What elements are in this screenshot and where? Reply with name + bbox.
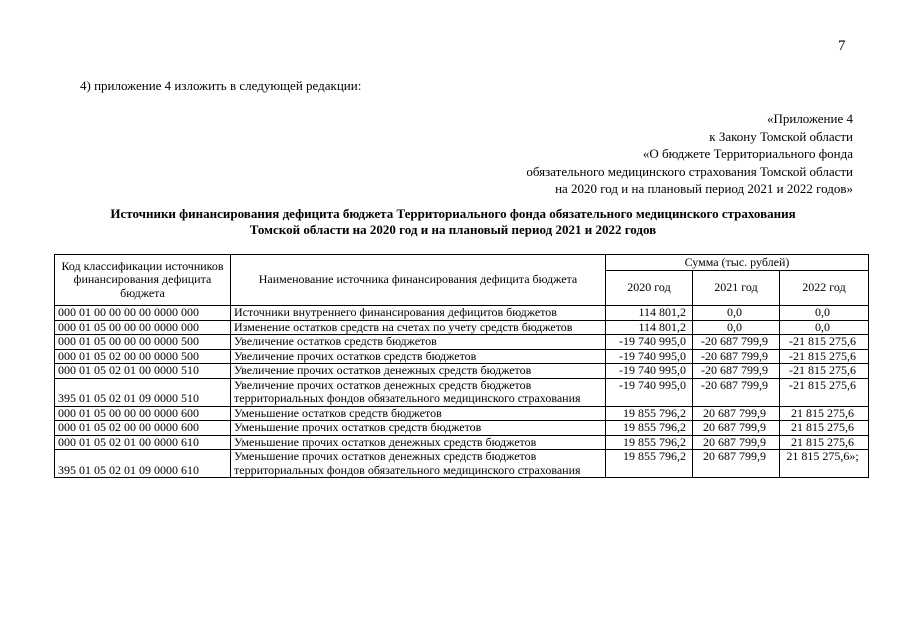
row-value-2020: 19 855 796,2	[606, 421, 693, 436]
row-code: 000 01 00 00 00 00 0000 000	[55, 306, 231, 321]
row-value-2021: -20 687 799,9	[693, 349, 780, 364]
header-year-2020: 2020 год	[606, 271, 693, 306]
row-value-2020: 114 801,2	[606, 306, 693, 321]
appendix-line: на 2020 год и на плановый период 2021 и 2022 годов»	[555, 181, 853, 196]
header-year-2021: 2021 год	[693, 271, 780, 306]
row-value-2022: -21 815 275,6	[780, 378, 869, 406]
appendix-line: «О бюджете Территориального фонда	[642, 146, 853, 161]
row-name: Источники внутреннего финансирования дефицитов бюджетов	[231, 306, 606, 321]
table-row	[55, 306, 869, 321]
row-name: Увеличение прочих остатков средств бюджетов	[231, 349, 606, 364]
row-value-2022: -21 815 275,6	[780, 335, 869, 350]
table-row	[55, 406, 869, 421]
row-code: 000 01 05 00 00 00 0000 600	[55, 406, 231, 421]
row-value-2020: 19 855 796,2	[606, 450, 693, 478]
row-name: Уменьшение прочих остатков денежных средств бюджетов	[231, 435, 606, 450]
row-code: 000 01 05 02 00 00 0000 500	[55, 349, 231, 364]
financing-sources-table	[54, 254, 869, 478]
row-value-2022: 0,0	[780, 306, 869, 321]
row-name: Увеличение прочих остатков денежных средств бюджетов территориальных фондов обязательного медицинского страхования	[231, 378, 606, 406]
appendix-line: «Приложение 4	[766, 111, 853, 126]
row-value-2022: 21 815 275,6	[780, 421, 869, 436]
page-number: 7	[838, 38, 846, 54]
table-body	[55, 306, 869, 478]
table-row	[55, 320, 869, 335]
row-name: Уменьшение прочих остатков денежных средств бюджетов территориальных фондов обязательного медицинского страхования	[231, 450, 606, 478]
row-value-2020: -19 740 995,0	[606, 335, 693, 350]
row-value-2021: 20 687 799,9	[693, 435, 780, 450]
row-code: 395 01 05 02 01 09 0000 610	[55, 450, 231, 478]
row-value-2020: -19 740 995,0	[606, 364, 693, 379]
row-value-2021: 20 687 799,9	[693, 450, 780, 478]
row-code: 000 01 05 02 00 00 0000 600	[55, 421, 231, 436]
row-name: Увеличение прочих остатков денежных средств бюджетов	[231, 364, 606, 379]
row-code: 000 01 05 00 00 00 0000 500	[55, 335, 231, 350]
row-value-2020: 114 801,2	[606, 320, 693, 335]
table-row	[55, 364, 869, 379]
table-row	[55, 335, 869, 350]
row-value-2020: -19 740 995,0	[606, 378, 693, 406]
table-row	[55, 349, 869, 364]
row-value-2021: 0,0	[693, 306, 780, 321]
title-line: Томской области на 2020 год и на плановый период 2021 и 2022 годов	[249, 222, 657, 237]
header-name: Наименование источника финансирования дефицита бюджета	[231, 255, 606, 306]
row-value-2022: -21 815 275,6	[780, 349, 869, 364]
intro-text: 4) приложение 4 изложить в следующей редакции:	[80, 78, 362, 93]
row-value-2021: 0,0	[693, 320, 780, 335]
row-value-2020: 19 855 796,2	[606, 406, 693, 421]
row-value-2022: 21 815 275,6	[780, 435, 869, 450]
row-name: Уменьшение остатков средств бюджетов	[231, 406, 606, 421]
row-value-2021: -20 687 799,9	[693, 335, 780, 350]
row-value-2022: 21 815 275,6	[780, 406, 869, 421]
document-title	[52, 206, 854, 238]
appendix-line: к Закону Томской области	[709, 128, 853, 144]
table-row	[55, 450, 869, 478]
row-name: Увеличение остатков средств бюджетов	[231, 335, 606, 350]
row-value-2021: 20 687 799,9	[693, 406, 780, 421]
row-code: 000 01 05 00 00 00 0000 000	[55, 320, 231, 335]
row-value-2021: 20 687 799,9	[693, 421, 780, 436]
row-name: Уменьшение прочих остатков средств бюджетов	[231, 421, 606, 436]
row-value-2021: -20 687 799,9	[693, 378, 780, 406]
appendix-line: обязательного медицинского страхования Томской области	[526, 163, 853, 179]
row-value-2020: -19 740 995,0	[606, 349, 693, 364]
header-code: Код классификации источников финансирования дефицита бюджета	[55, 255, 231, 306]
title-line: Источники финансирования дефицита бюджета Территориального фонда обязательного медицинского страхования	[110, 206, 796, 221]
header-sum: Сумма (тыс. рублей)	[606, 255, 869, 271]
header-year-2022: 2022 год	[780, 271, 869, 306]
row-value-2022: -21 815 275,6	[780, 364, 869, 379]
table-row	[55, 435, 869, 450]
row-code: 000 01 05 02 01 00 0000 510	[55, 364, 231, 379]
row-name: Изменение остатков средств на счетах по учету средств бюджетов	[231, 320, 606, 335]
row-value-2020: 19 855 796,2	[606, 435, 693, 450]
row-code: 000 01 05 02 01 00 0000 610	[55, 435, 231, 450]
table-row	[55, 421, 869, 436]
row-code: 395 01 05 02 01 09 0000 510	[55, 378, 231, 406]
row-value-2022: 0,0	[780, 320, 869, 335]
table-row	[55, 378, 869, 406]
row-value-2021: -20 687 799,9	[693, 364, 780, 379]
appendix-reference	[526, 110, 853, 198]
row-value-2022: 21 815 275,6»;	[780, 450, 869, 478]
